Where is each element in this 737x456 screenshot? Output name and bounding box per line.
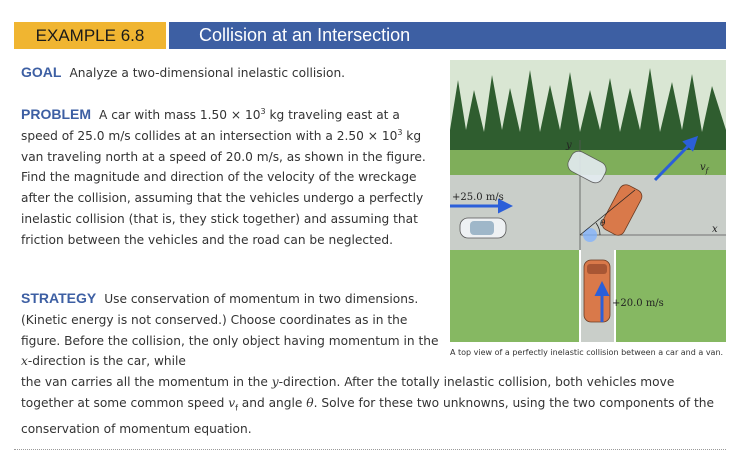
section-divider xyxy=(14,449,726,450)
car xyxy=(460,218,506,238)
collision-flash xyxy=(583,228,597,242)
van xyxy=(584,260,610,322)
y-variable: y xyxy=(271,375,279,389)
problem-text-3: kg van traveling north at a speed of 20.0 m/s, as shown in the figure. Find the magnitude and direction of the velocity of the wreckage after the collision, assuming that the vehicles undergo a perfectly inelastic collision (that is, they stick together) and assuming that friction between the vehicles and the road can be neglected. xyxy=(21,128,426,247)
x-axis-label: x xyxy=(712,224,718,235)
v-subscript: f xyxy=(235,403,238,413)
grass-bottom-left xyxy=(450,250,580,342)
car-speed-label: +25.0 m/s xyxy=(452,192,504,203)
example-title: Collision at an Intersection xyxy=(199,25,411,45)
example-header xyxy=(14,22,726,49)
final-velocity-label: $v_f$ xyxy=(700,162,709,175)
grass-bottom-right xyxy=(615,250,726,342)
problem-exponent-2: 3 xyxy=(397,127,403,137)
strategy-text-6: . Solve for these two unknowns, using the two components of the conservation of momentum equation. xyxy=(21,395,714,437)
problem-exponent-1: 3 xyxy=(260,106,266,116)
problem-text-2: kg traveling east at a speed of 25.0 m/s collides at an intersection with a 2.50 × 10 xyxy=(21,108,400,143)
y-axis-label: y xyxy=(566,140,572,151)
strategy-text-5: and angle xyxy=(237,395,307,410)
strategy-continuation xyxy=(21,372,721,440)
x-variable: x xyxy=(21,354,28,369)
problem-label: PROBLEM xyxy=(21,106,91,122)
problem-section xyxy=(21,104,439,251)
strategy-label: STRATEGY xyxy=(21,290,97,306)
theta-label: θ xyxy=(600,219,606,229)
strategy-text-1: Use conservation of momentum in two dimensions. (Kinetic energy is not conserved.) Choose coordinates as in the figure. Before the collision, the only object having momentum in the xyxy=(21,292,439,348)
strategy-text-4: -direction. After the totally inelastic collision, both vehicles move together at some common speed xyxy=(21,375,675,410)
strategy-text-2: -direction is the car, while xyxy=(27,354,186,369)
theta-variable: θ xyxy=(306,395,314,410)
strategy-text-3: the van carries all the momentum in the xyxy=(21,375,272,389)
goal-text: Analyze a two-dimensional inelastic collision. xyxy=(69,66,346,80)
strategy-section xyxy=(21,288,439,372)
v-variable: v xyxy=(228,395,236,410)
figure-caption: A top view of a perfectly inelastic collision between a car and a van. xyxy=(450,348,724,357)
goal-section xyxy=(21,62,441,84)
van-speed-label: +20.0 m/s xyxy=(612,298,664,309)
example-number-badge: EXAMPLE 6.8 xyxy=(14,22,169,49)
goal-label: GOAL xyxy=(21,64,62,80)
problem-text-1: A car with mass 1.50 × 10 xyxy=(99,108,261,122)
collision-figure xyxy=(450,60,726,342)
